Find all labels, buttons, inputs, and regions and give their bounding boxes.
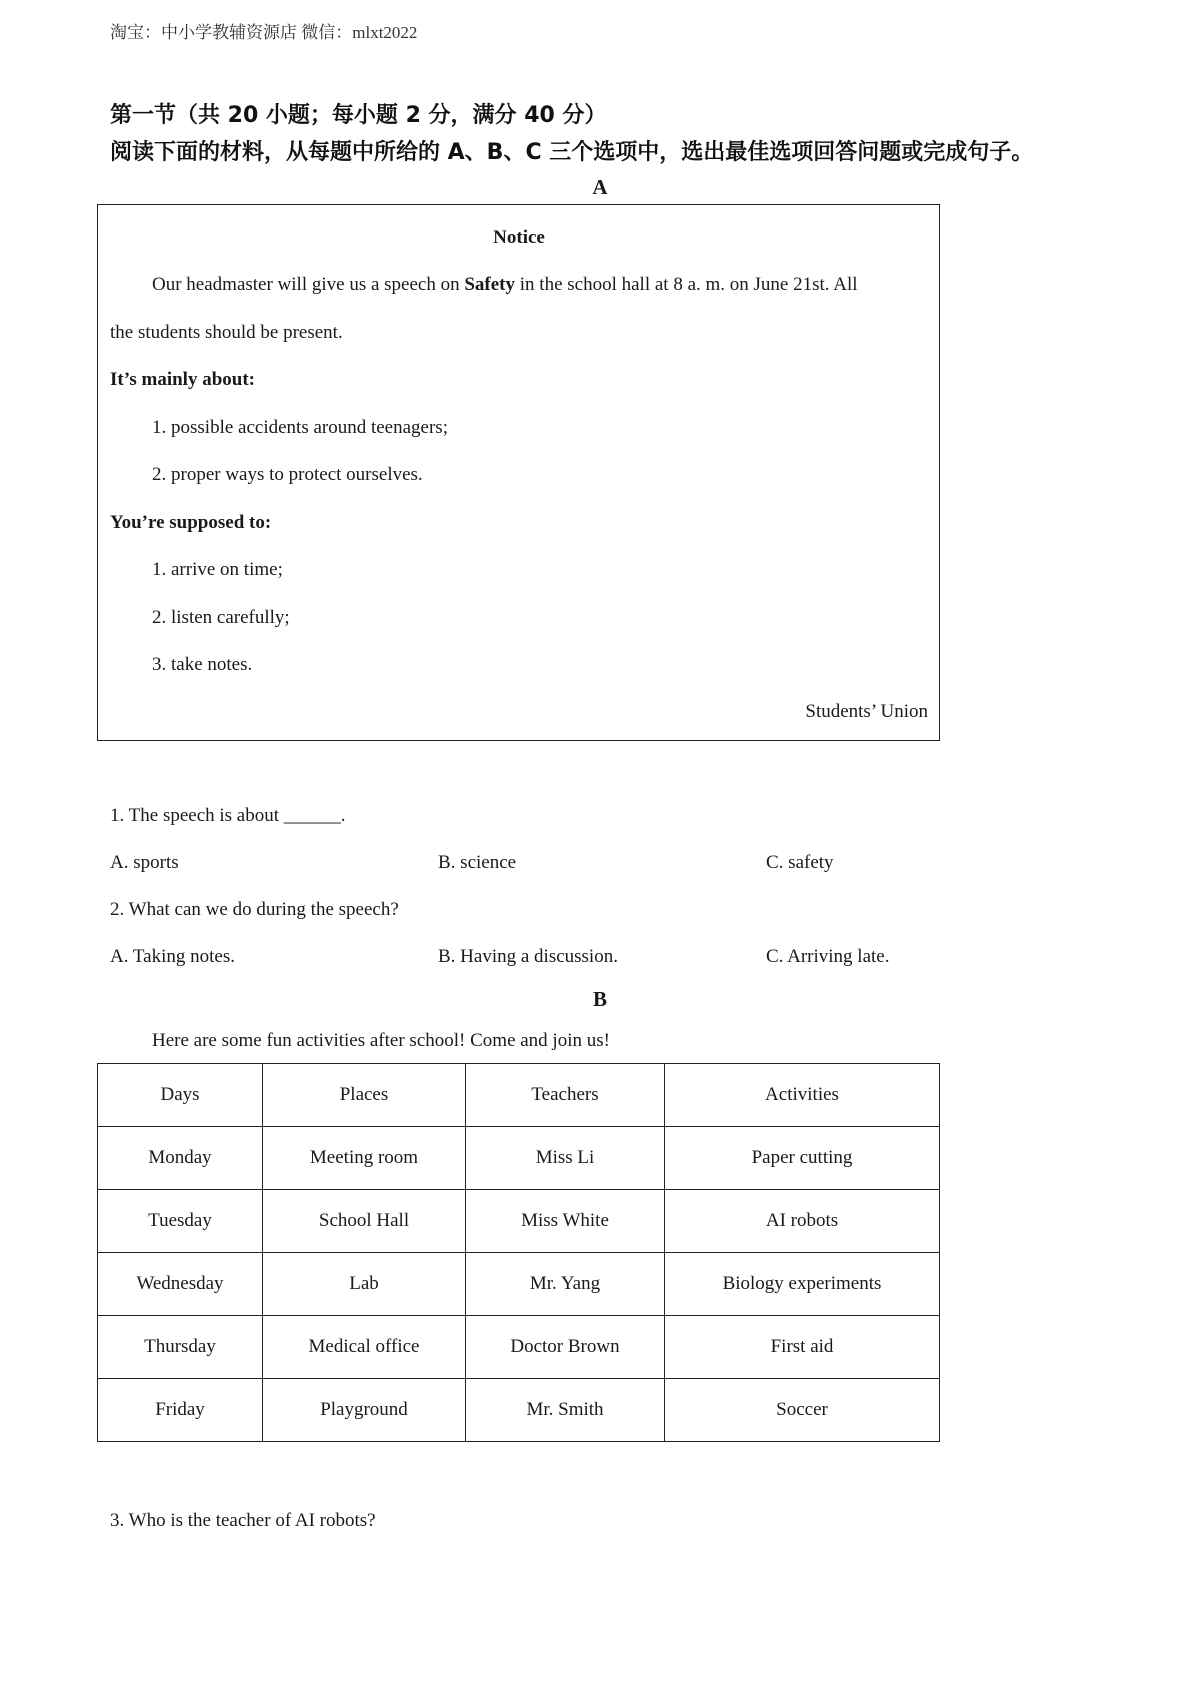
- supposed-heading: You’re supposed to:: [110, 512, 272, 533]
- table-cell: AI robots: [665, 1190, 940, 1253]
- notice-intro-bold: Safety: [464, 274, 516, 295]
- option-a[interactable]: A. sports: [110, 852, 179, 873]
- notice-signature: Students’ Union: [805, 701, 928, 722]
- table-cell: Wednesday: [98, 1253, 263, 1316]
- table-row: [98, 1127, 940, 1190]
- table-row: [98, 1253, 940, 1316]
- option-b[interactable]: B. Having a discussion.: [438, 946, 618, 967]
- table-cell: Playground: [263, 1379, 466, 1442]
- notice-intro-after: in the school hall at 8 a. m. on June 21st. All: [515, 274, 858, 295]
- notice-intro-line-1: [152, 274, 858, 296]
- table-row: [98, 1379, 940, 1442]
- supposed-item: 1. arrive on time;: [152, 559, 283, 580]
- table-cell: Lab: [263, 1253, 466, 1316]
- table-cell: Friday: [98, 1379, 263, 1442]
- section-title: 第一节（共 20 小题；每小题 2 分，满分 40 分）: [110, 103, 607, 128]
- table-header-cell: Days: [98, 1064, 263, 1127]
- table-cell: Mr. Yang: [466, 1253, 665, 1316]
- option-c[interactable]: C. safety: [766, 852, 834, 873]
- table-row: [98, 1316, 940, 1379]
- option-b[interactable]: B. science: [438, 852, 517, 873]
- table-cell: Meeting room: [263, 1127, 466, 1190]
- watermark-text: 淘宝：中小学教辅资源店 微信：mlxt2022: [110, 23, 418, 42]
- table-header-row: [98, 1064, 940, 1127]
- table-cell: Soccer: [665, 1379, 940, 1442]
- table-cell: Tuesday: [98, 1190, 263, 1253]
- table-cell: Miss Li: [466, 1127, 665, 1190]
- table-cell: School Hall: [263, 1190, 466, 1253]
- table-row: [98, 1190, 940, 1253]
- table-cell: Paper cutting: [665, 1127, 940, 1190]
- table-cell: First aid: [665, 1316, 940, 1379]
- option-a[interactable]: A. Taking notes.: [110, 946, 235, 967]
- passage-b-letter: B: [592, 987, 607, 1011]
- supposed-item: 2. listen carefully;: [152, 607, 290, 628]
- question-stem: 3. Who is the teacher of AI robots?: [110, 1510, 376, 1531]
- table-header-cell: Teachers: [466, 1064, 665, 1127]
- table-cell: Thursday: [98, 1316, 263, 1379]
- about-heading: It’s mainly about:: [110, 369, 255, 390]
- table-header-cell: Activities: [665, 1064, 940, 1127]
- section-instruction: 阅读下面的材料，从每题中所给的 A、B、C 三个选项中，选出最佳选项回答问题或完成句子。: [110, 140, 1034, 165]
- table-cell: Doctor Brown: [466, 1316, 665, 1379]
- table-cell: Biology experiments: [665, 1253, 940, 1316]
- question-stem: 1. The speech is about ______.: [110, 805, 346, 826]
- supposed-item: 3. take notes.: [152, 654, 253, 675]
- notice-title: Notice: [493, 227, 545, 248]
- about-item: 1. possible accidents around teenagers;: [152, 417, 448, 438]
- table-cell: Monday: [98, 1127, 263, 1190]
- table-cell: Miss White: [466, 1190, 665, 1253]
- table-cell: Medical office: [263, 1316, 466, 1379]
- table-header-cell: Places: [263, 1064, 466, 1127]
- question-stem: 2. What can we do during the speech?: [110, 899, 399, 920]
- notice-intro-before: Our headmaster will give us a speech on: [152, 274, 465, 295]
- passage-a-letter: A: [592, 175, 608, 199]
- option-c[interactable]: C. Arriving late.: [766, 946, 890, 967]
- about-item: 2. proper ways to protect ourselves.: [152, 464, 423, 485]
- activities-table: [97, 1063, 940, 1442]
- table-cell: Mr. Smith: [466, 1379, 665, 1442]
- passage-b-intro: Here are some fun activities after school! Come and join us!: [152, 1030, 610, 1051]
- notice-intro-line-2: the students should be present.: [110, 322, 343, 343]
